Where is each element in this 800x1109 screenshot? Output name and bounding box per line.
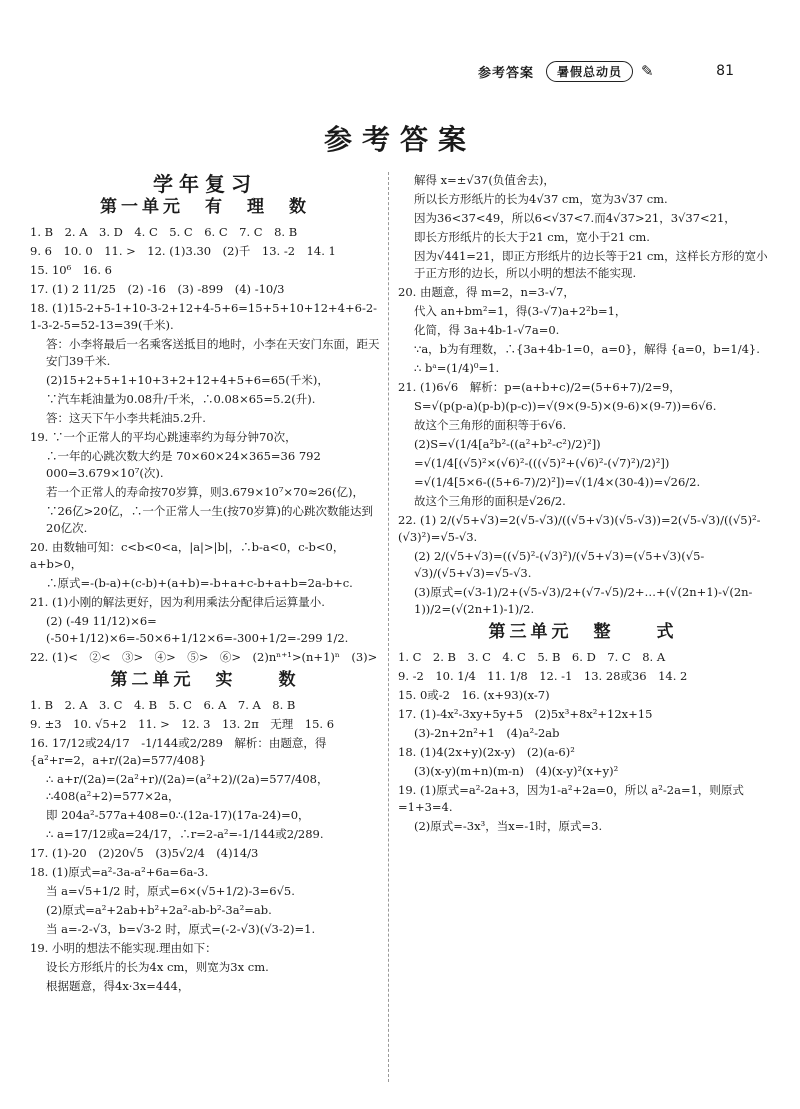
column-divider (388, 172, 389, 1082)
answer-line: 19. ∵一个正常人的平均心跳速率约为每分钟70次， (30, 430, 297, 444)
answer-line: ∵a，b为有理数，∴{3a+4b-1=0，a=0}，解得 {a=0，b=1/4}. (414, 342, 760, 356)
answer-line: 9. ±3 10. √5+2 11. > 12. 3 13. 2π 无理 15. 6 (30, 717, 335, 731)
mascot-icon: ✎ (641, 62, 654, 80)
answer-line: S=√(p(p-a)(p-b)(p-c))=√(9×(9-5)×(9-6)×(9-7))=6√6. (414, 399, 717, 413)
answer-line: 17. (1) 2 11/25 (2) -16 (3) -899 (4) -10/3 (30, 282, 285, 296)
answer-line: (2)原式=-3x³，当x=-1时，原式=3. (414, 819, 603, 833)
answer-line: 当 a=-2-√3，b=√3-2 时，原式=(-2-√3)(√3-2)=1. (46, 922, 316, 936)
answer-line: 22. (1)< ②< ③> ④> ⑤> ⑥> (2)nⁿ⁺¹>(n+1)ⁿ (3)> (30, 650, 378, 664)
answer-line: 20. 由题意，得 m=2，n=3-√7， (398, 285, 575, 299)
answer-line: 设长方形纸片的长为4x cm，则宽为3x cm. (46, 960, 269, 974)
answer-line: 1. C 2. B 3. C 4. C 5. B 6. D 7. C 8. A (398, 650, 666, 664)
answer-line: ∵26亿>20亿，∴一个正常人一生(按70岁算)的心跳次数能达到20亿次. (46, 504, 374, 535)
answer-line: =√(1/4[(√5)²×(√6)²-(((√5)²+(√6)²-(√7)²)/2)²]) (414, 456, 670, 470)
answer-line: 代入 an+bm²=1，得(3-√7)a+2²b=1， (414, 304, 627, 318)
answer-line: 即长方形纸片的长大于21 cm，宽小于21 cm. (414, 230, 650, 244)
answer-line: (2)15+2+5+1+10+3+2+12+4+5+6=65(千米)， (46, 373, 329, 387)
answer-line: ∵汽车耗油量为0.08升/千米，∴0.08×65=5.2(升). (46, 392, 316, 406)
answer-line: 1. B 2. A 3. D 4. C 5. C 6. C 7. C 8. B (30, 225, 298, 239)
answer-line: (3)-2n+2n²+1 (4)a²-2ab (414, 726, 560, 740)
answer-line: 故这个三角形的面积等于6√6. (414, 418, 567, 432)
header-label: 参考答案 (478, 65, 535, 81)
answer-line: 故这个三角形的面积是√26/2. (414, 494, 566, 508)
unit3-answers (398, 649, 768, 835)
unit2-heading: 第二单元 实 数 (110, 670, 300, 690)
answer-line: 15. 0或-2 16. (x+93)(x-7) (398, 688, 550, 702)
unit1-heading: 第一单元 有 理 数 (100, 197, 310, 217)
right-column (398, 172, 768, 837)
answer-line: 15. 10⁶ 16. 6 (30, 263, 112, 277)
running-header (478, 60, 734, 82)
page-title: 参考答案 (323, 123, 476, 156)
answer-line: (2)原式=a²+2ab+b²+2a²-ab-b²-3a²=ab. (46, 903, 272, 917)
page-number: 81 (716, 63, 734, 79)
answer-line: 化简，得 3a+4b-1-√7a=0. (414, 323, 560, 337)
answer-line: 17. (1)-4x²-3xy+5y+5 (2)5x³+8x²+12x+15 (398, 707, 653, 721)
answer-line: =√(1/4[5×6-((5+6-7)/2)²])=√(1/4×(30-4))=√26/2. (414, 475, 701, 489)
answer-line: ∴一年的心跳次数大约是 70×60×24×365=36 792 000=3.679×10⁷(次). (46, 449, 321, 480)
answer-line: 9. -2 10. 1/4 11. 1/8 12. -1 13. 28或36 14. 2 (398, 669, 688, 683)
answer-line: 21. (1)6√6 解析：p=(a+b+c)/2=(5+6+7)/2=9， (398, 380, 681, 394)
answer-line: ∴原式=-(b-a)+(c-b)+(a+b)=-b+a+c-b+a+b=2a-b+c. (46, 576, 353, 590)
answer-line: 16. 17/12或24/17 -1/144或2/289 解析：由题意，得 {a²+r=2，a+r/(2a)=577/408} (30, 736, 327, 767)
answer-line: 当 a=√5+1/2 时，原式=6×(√5+1/2)-3=6√5. (46, 884, 295, 898)
answer-line: 因为√441=21，即正方形纸片的边长等于21 cm，这样长方形的宽小于正方形的边长，所以小明的想法不能实现. (414, 249, 768, 280)
answer-line: (2)S=√(1/4[a²b²-((a²+b²-c²)/2)²]) (414, 437, 601, 451)
answer-line: (2) 2/(√5+√3)=((√5)²-(√3)²)/(√5+√3)=(√5+√3)(√5-√3)/(√5+√3)=√5-√3. (414, 549, 705, 580)
answer-line: (3)(x-y)(m+n)(m-n) (4)(x-y)²(x+y)² (414, 764, 619, 778)
answer-line: 20. 由数轴可知：c<b<0<a，|a|>|b|，∴b-a<0，c-b<0，a+b>0， (30, 540, 345, 571)
answer-line: 18. (1)原式=a²-3a-a²+6a=6a-3. (30, 865, 209, 879)
answer-line: (3)原式=(√3-1)/2+(√5-√3)/2+(√7-√5)/2+…+(√(2n+1)-√(2n-1))/2=(√(2n+1)-1)/2. (414, 585, 753, 616)
left-column (30, 172, 380, 997)
review-heading: 学年复习 (153, 172, 257, 196)
answer-line: 根据题意，得4x·3x=444， (46, 979, 190, 993)
answer-line: ∴ a=17/12或a=24/17，∴r=2-a²=-1/144或2/289. (46, 827, 324, 841)
answer-line: 若一个正常人的寿命按70岁算，则3.679×10⁷×70≈26(亿)， (46, 485, 364, 499)
unit3-heading: 第三单元 整 式 (488, 622, 678, 642)
answer-line: 1. B 2. A 3. C 4. B 5. C 6. A 7. A 8. B (30, 698, 296, 712)
answer-line: 21. (1)小刚的解法更好，因为利用乘法分配律后运算量小. (30, 595, 325, 609)
continued-answers (398, 172, 768, 618)
unit2-answers (30, 697, 380, 995)
answer-line: 因为36<37<49，所以6<√37<7.而4√37>21，3√37<21， (414, 211, 736, 225)
answer-line: 解得 x=±√37(负值舍去)， (414, 173, 555, 187)
unit1-answers (30, 224, 380, 666)
header-badge: 暑假总动员 (546, 61, 633, 82)
answer-line: 答：小李将最后一名乘客送抵目的地时，小李在天安门东面，距天安门39千米. (46, 337, 380, 368)
answer-line: 18. (1)15-2+5-1+10-3-2+12+4-5+6=15+5+10+12+4+6-2-1-3-2-5=52-13=39(千米). (30, 301, 378, 332)
answer-line: 17. (1)-20 (2)20√5 (3)5√2/4 (4)14/3 (30, 846, 259, 860)
answer-line: 9. 6 10. 0 11. > 12. (1)3.30 (2)千 13. -2 14. 1 (30, 244, 336, 258)
answer-line: ∴ a+r/(2a)=(2a²+r)/(2a)=(a²+2)/(2a)=577/408，∴408(a²+2)=577×2a， (46, 772, 329, 803)
answer-line: (2) (-49 11/12)×6=(-50+1/12)×6=-50×6+1/12×6=-300+1/2=-299 1/2. (46, 614, 349, 645)
answer-line: ∴ bᵃ=(1/4)⁰=1. (414, 361, 500, 375)
answer-line: 所以长方形纸片的长为4√37 cm，宽为3√37 cm. (414, 192, 668, 206)
answer-line: 即 204a²-577a+408=0∴(12a-17)(17a-24)=0， (46, 808, 310, 822)
answer-line: 19. 小明的想法不能实现.理由如下： (30, 941, 217, 955)
answer-line: 22. (1) 2/(√5+√3)=2(√5-√3)/((√5+√3)(√5-√3))=2(√5-√3)/((√5)²-(√3)²)=√5-√3. (398, 513, 761, 544)
answer-line: 19. (1)原式=a²-2a+3，因为1-a²+2a=0，所以 a²-2a=1，则原式=1+3=4. (398, 783, 744, 814)
answer-line: 答：这天下午小李共耗油5.2升. (46, 411, 206, 425)
answer-line: 18. (1)4(2x+y)(2x-y) (2)(a-6)² (398, 745, 575, 759)
